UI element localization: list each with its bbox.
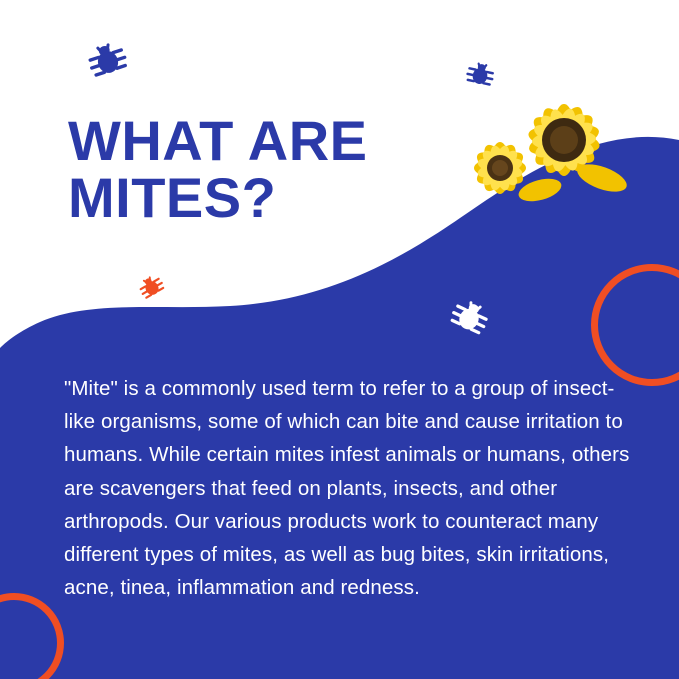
sunflower-cluster <box>452 78 648 216</box>
mite-icon-top-left <box>86 40 130 84</box>
page-title: WHAT ARE MITES? <box>68 109 368 230</box>
mite-icon-mid-right <box>448 298 490 340</box>
sunflower-small <box>472 140 527 195</box>
body-paragraph: "Mite" is a commonly used term to refer to a group of insect-like organisms, some of which can bite and cause irritation to humans. While certain mites infest animals or humans, others are scavengers that feed on plants, insects, and other arthropods. Our various products work to counteract many different types of mites, as well as bug bites, skin irritations, acne, tinea, inflammation and redness. <box>64 377 630 600</box>
mite-icon-mid-left <box>138 274 166 302</box>
